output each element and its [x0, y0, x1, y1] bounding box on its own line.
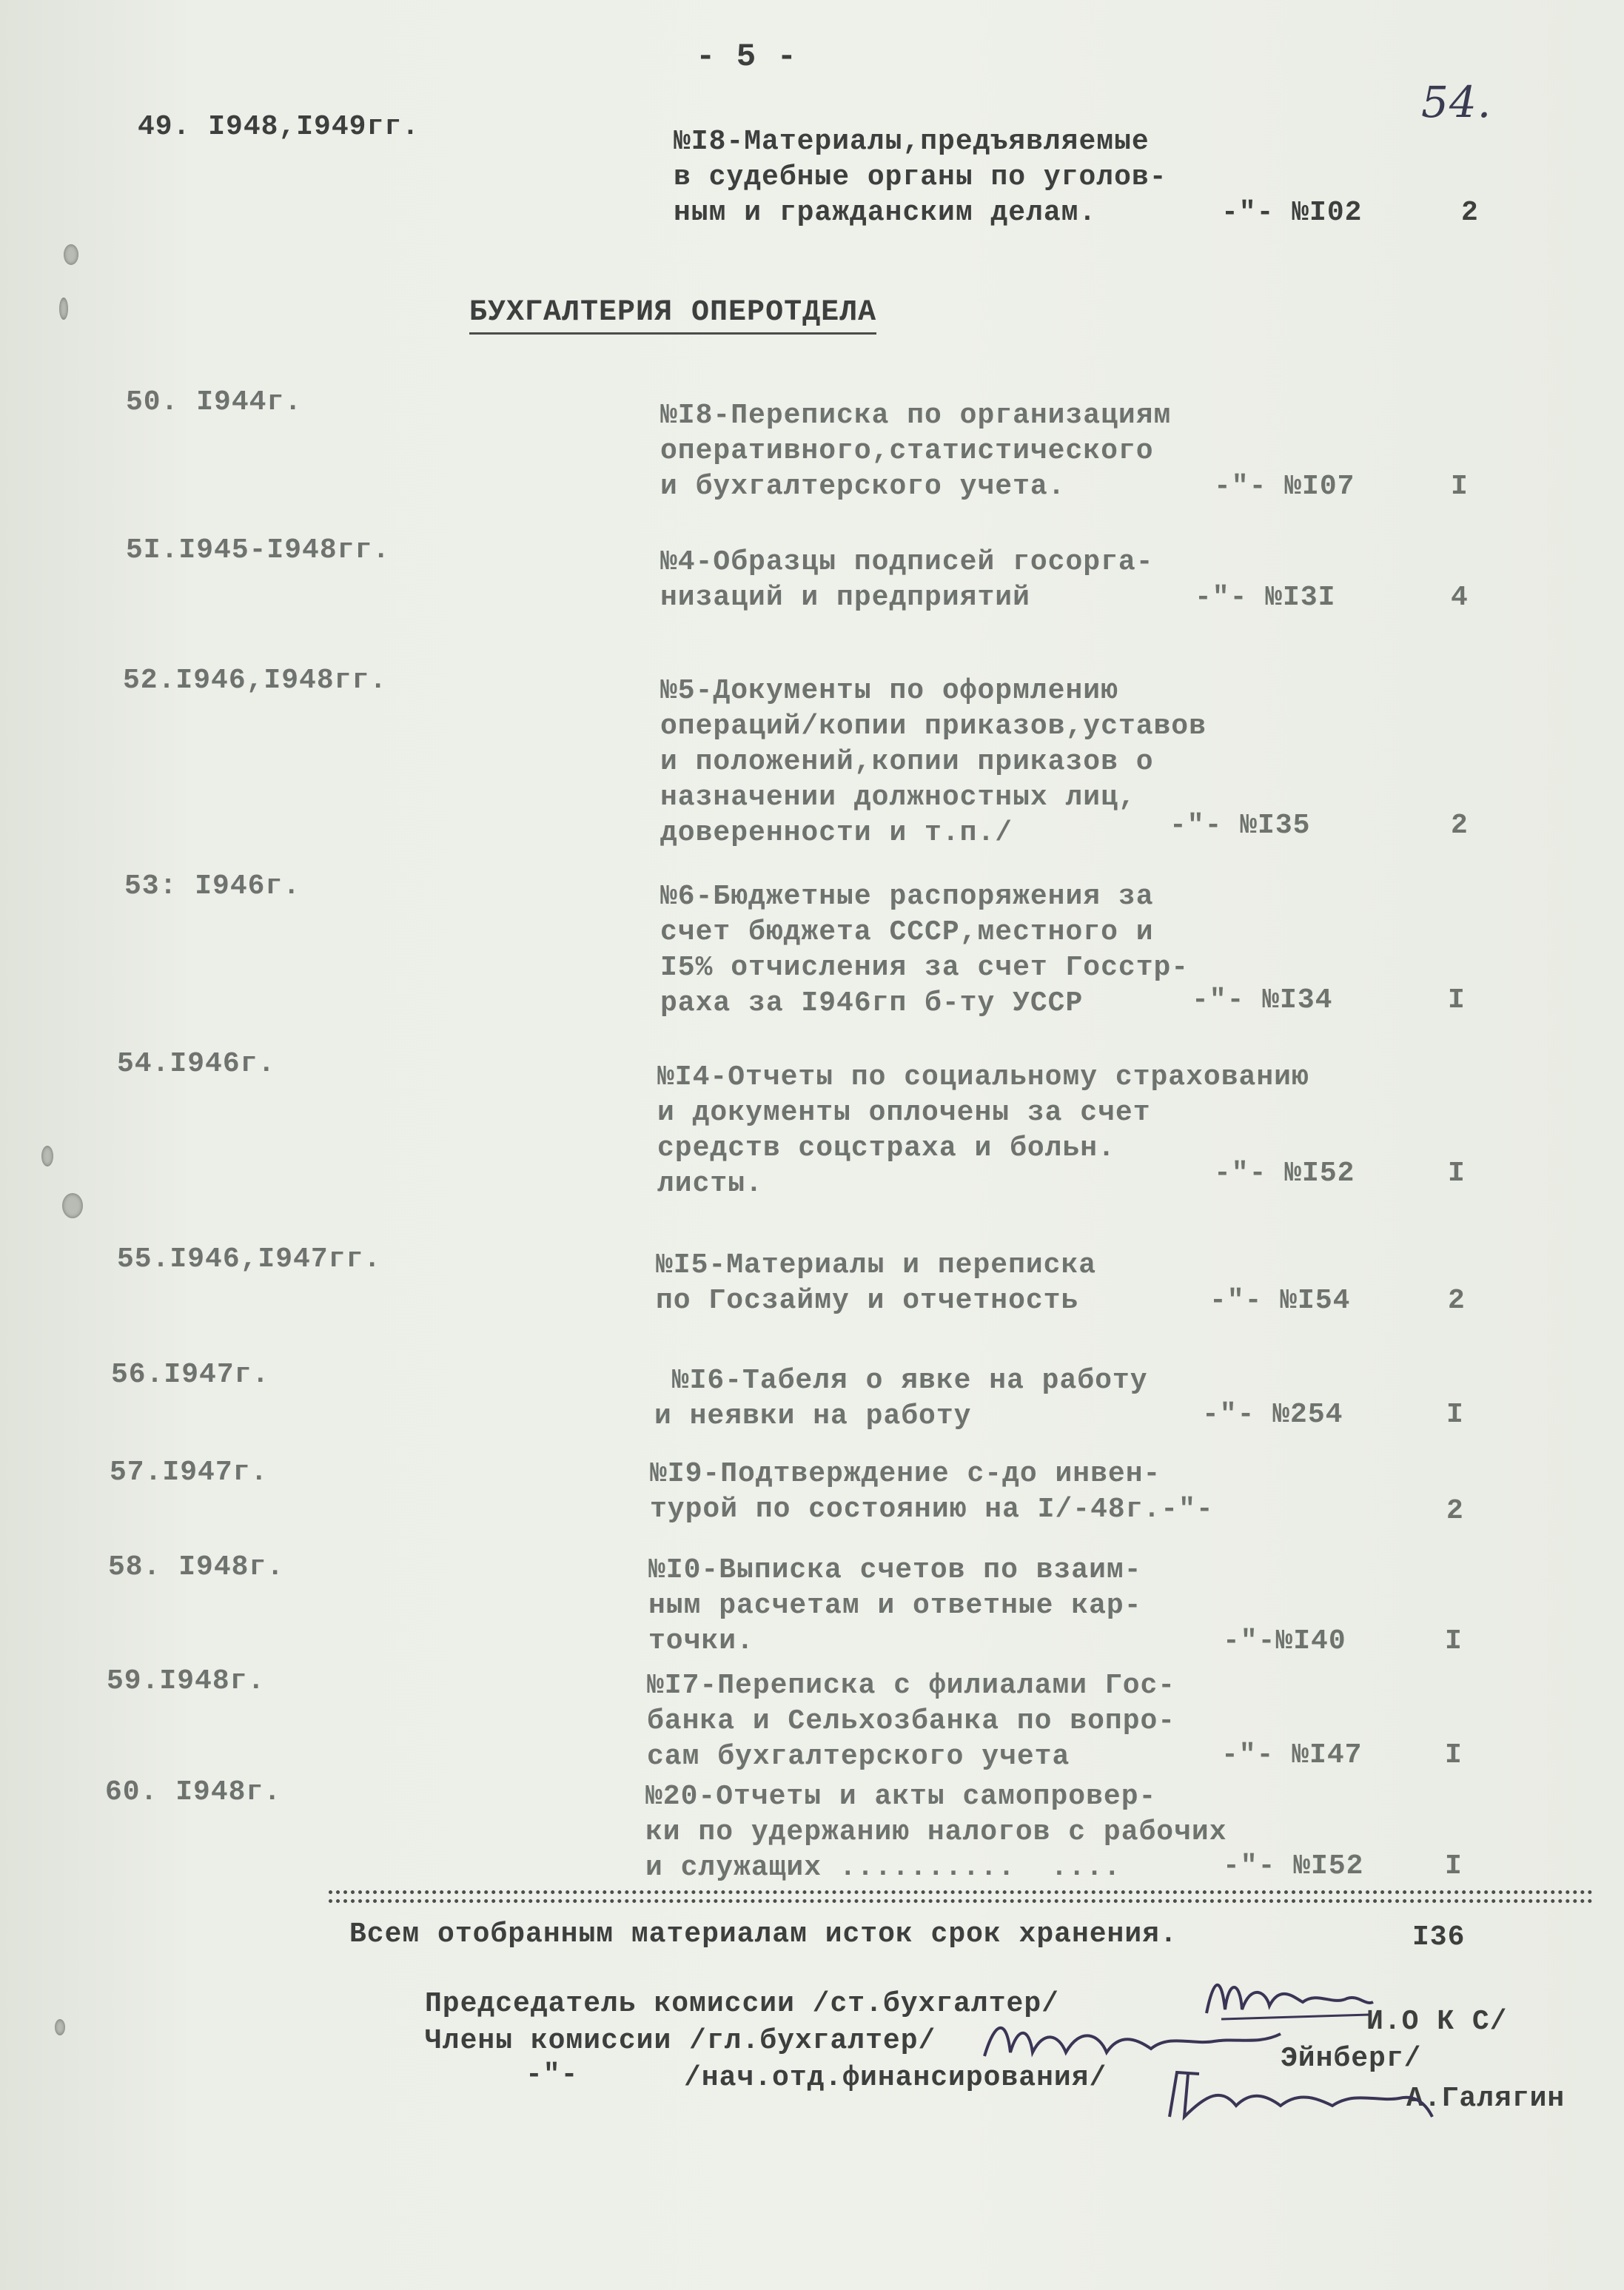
page-number: - 5 - — [696, 38, 798, 75]
entry-count: 2 — [1451, 810, 1469, 842]
entry-ref: -"- №I07 — [1214, 471, 1355, 503]
entry-count: 4 — [1451, 582, 1469, 614]
total-value: I36 — [1412, 1921, 1466, 1953]
entry-count: 2 — [1448, 1285, 1466, 1317]
entry-count: I — [1448, 984, 1466, 1016]
entry-date: 49. I948,I949гг. — [138, 111, 420, 143]
total-label: Всем отобранным материалам исток срок хранения. — [349, 1918, 1178, 1950]
member-line-1: Члены комиссии /гл.бухгалтер/ — [425, 2025, 936, 2057]
punch-hole — [41, 1146, 53, 1166]
entry-ref: -"- №I52 — [1223, 1850, 1364, 1882]
entry-description: №20-Отчеты и акты самопровер- ки по удержанию налогов с рабочих и служащих .......... .... — [645, 1781, 1227, 1884]
entry-date: 53: I946г. — [124, 870, 301, 902]
entry-description: №I8-Переписка по организациям оперативного,статистического и бухгалтерского учета. — [660, 400, 1172, 503]
entry-count: I — [1448, 1158, 1466, 1189]
entry-date: 60. I948г. — [105, 1776, 282, 1808]
entry-count: I — [1445, 1625, 1463, 1657]
chairman-name: И.О К С/ — [1366, 2006, 1508, 2038]
entry-date: 54.I946г. — [117, 1048, 276, 1080]
total-divider — [329, 1890, 1593, 1894]
entry-count: I — [1445, 1850, 1463, 1882]
entry-ref: -"- №I02 — [1221, 197, 1363, 229]
entry-description: №I6-Табеля о явке на работу и неявки на работу — [654, 1365, 1148, 1432]
entry-date: 5I.I945-I948гг. — [126, 534, 391, 566]
punch-hole — [64, 244, 78, 265]
entry-description: №I8-Материалы,предъявляемые в судебные органы по уголов- ным и гражданским делам. — [674, 126, 1167, 229]
member-line-2-ditto: -"- — [526, 2059, 579, 2091]
entry-date: 58. I948г. — [108, 1551, 285, 1583]
section-title: БУХГАЛТЕРИЯ ОПЕРОТДЕЛА — [469, 296, 876, 335]
entry-count: I — [1446, 1399, 1464, 1431]
total-divider — [329, 1899, 1593, 1903]
member-name-1: Эйнберг/ — [1281, 2043, 1422, 2075]
archive-number: 54. — [1421, 77, 1492, 127]
member-line-2: /нач.отд.финансирования/ — [684, 2062, 1107, 2094]
entry-ref: -"- №I35 — [1170, 810, 1311, 842]
punch-hole — [62, 1193, 83, 1218]
entry-count: I — [1451, 471, 1469, 503]
entry-description: №I7-Переписка с филиалами Гос- банка и Сельхозбанка по вопро- сам бухгалтерского учета — [647, 1670, 1176, 1773]
entry-date: 55.I946,I947гг. — [117, 1243, 382, 1275]
entry-description: №6-Бюджетные распоряжения за счет бюджета СССР,местного и I5% отчисления за счет Госстр- раха за I946гп б-ту УССР — [660, 881, 1190, 1019]
entry-description: №5-Документы по оформлению операций/копии приказов,уставов и положений,копии приказов о назначении должностных лиц, доверенности и т.п./ — [660, 675, 1207, 849]
entry-date: 50. I944г. — [126, 386, 303, 418]
entry-count: I — [1445, 1739, 1463, 1771]
entry-description: №I5-Материалы и переписка по Госзайму и отчетность — [656, 1249, 1097, 1317]
entry-date: 59.I948г. — [107, 1665, 266, 1697]
entry-ref: -"-№I40 — [1223, 1625, 1346, 1657]
entry-description: №I4-Отчеты по социальному страхованию и документы оплочены за счет средств соцстраха и больн. листы. — [657, 1061, 1309, 1200]
chairman-line: Председатель комиссии /ст.бухгалтер/ — [425, 1988, 1059, 2020]
punch-hole — [55, 2019, 65, 2035]
entry-date: 56.I947г. — [111, 1359, 270, 1391]
member-name-2: А.Галягин — [1406, 2083, 1566, 2115]
entry-ref: -"- №I34 — [1192, 984, 1333, 1016]
entry-count: 2 — [1446, 1495, 1464, 1527]
entry-count: 2 — [1461, 197, 1479, 229]
entry-ref: -"- №254 — [1202, 1399, 1343, 1431]
entry-description: №I9-Подтверждение с-до инвен- турой по состоянию на I/-48г.-"- — [650, 1458, 1214, 1525]
entry-ref: -"- №I47 — [1221, 1739, 1363, 1771]
entry-date: 57.I947г. — [110, 1457, 269, 1488]
entry-date: 52.I946,I948гг. — [123, 665, 388, 696]
entry-ref: -"- №I52 — [1214, 1158, 1355, 1189]
signature-member-2 — [1155, 2065, 1436, 2132]
entry-ref: -"- №I3I — [1195, 582, 1336, 614]
entry-description: №4-Образцы подписей госорга- низаций и предприятий — [660, 546, 1154, 614]
punch-hole — [59, 298, 68, 320]
entry-ref: -"- №I54 — [1209, 1285, 1351, 1317]
entry-description: №I0-Выписка счетов по взаим- ным расчетам и ответные кар- точки. — [648, 1554, 1142, 1657]
